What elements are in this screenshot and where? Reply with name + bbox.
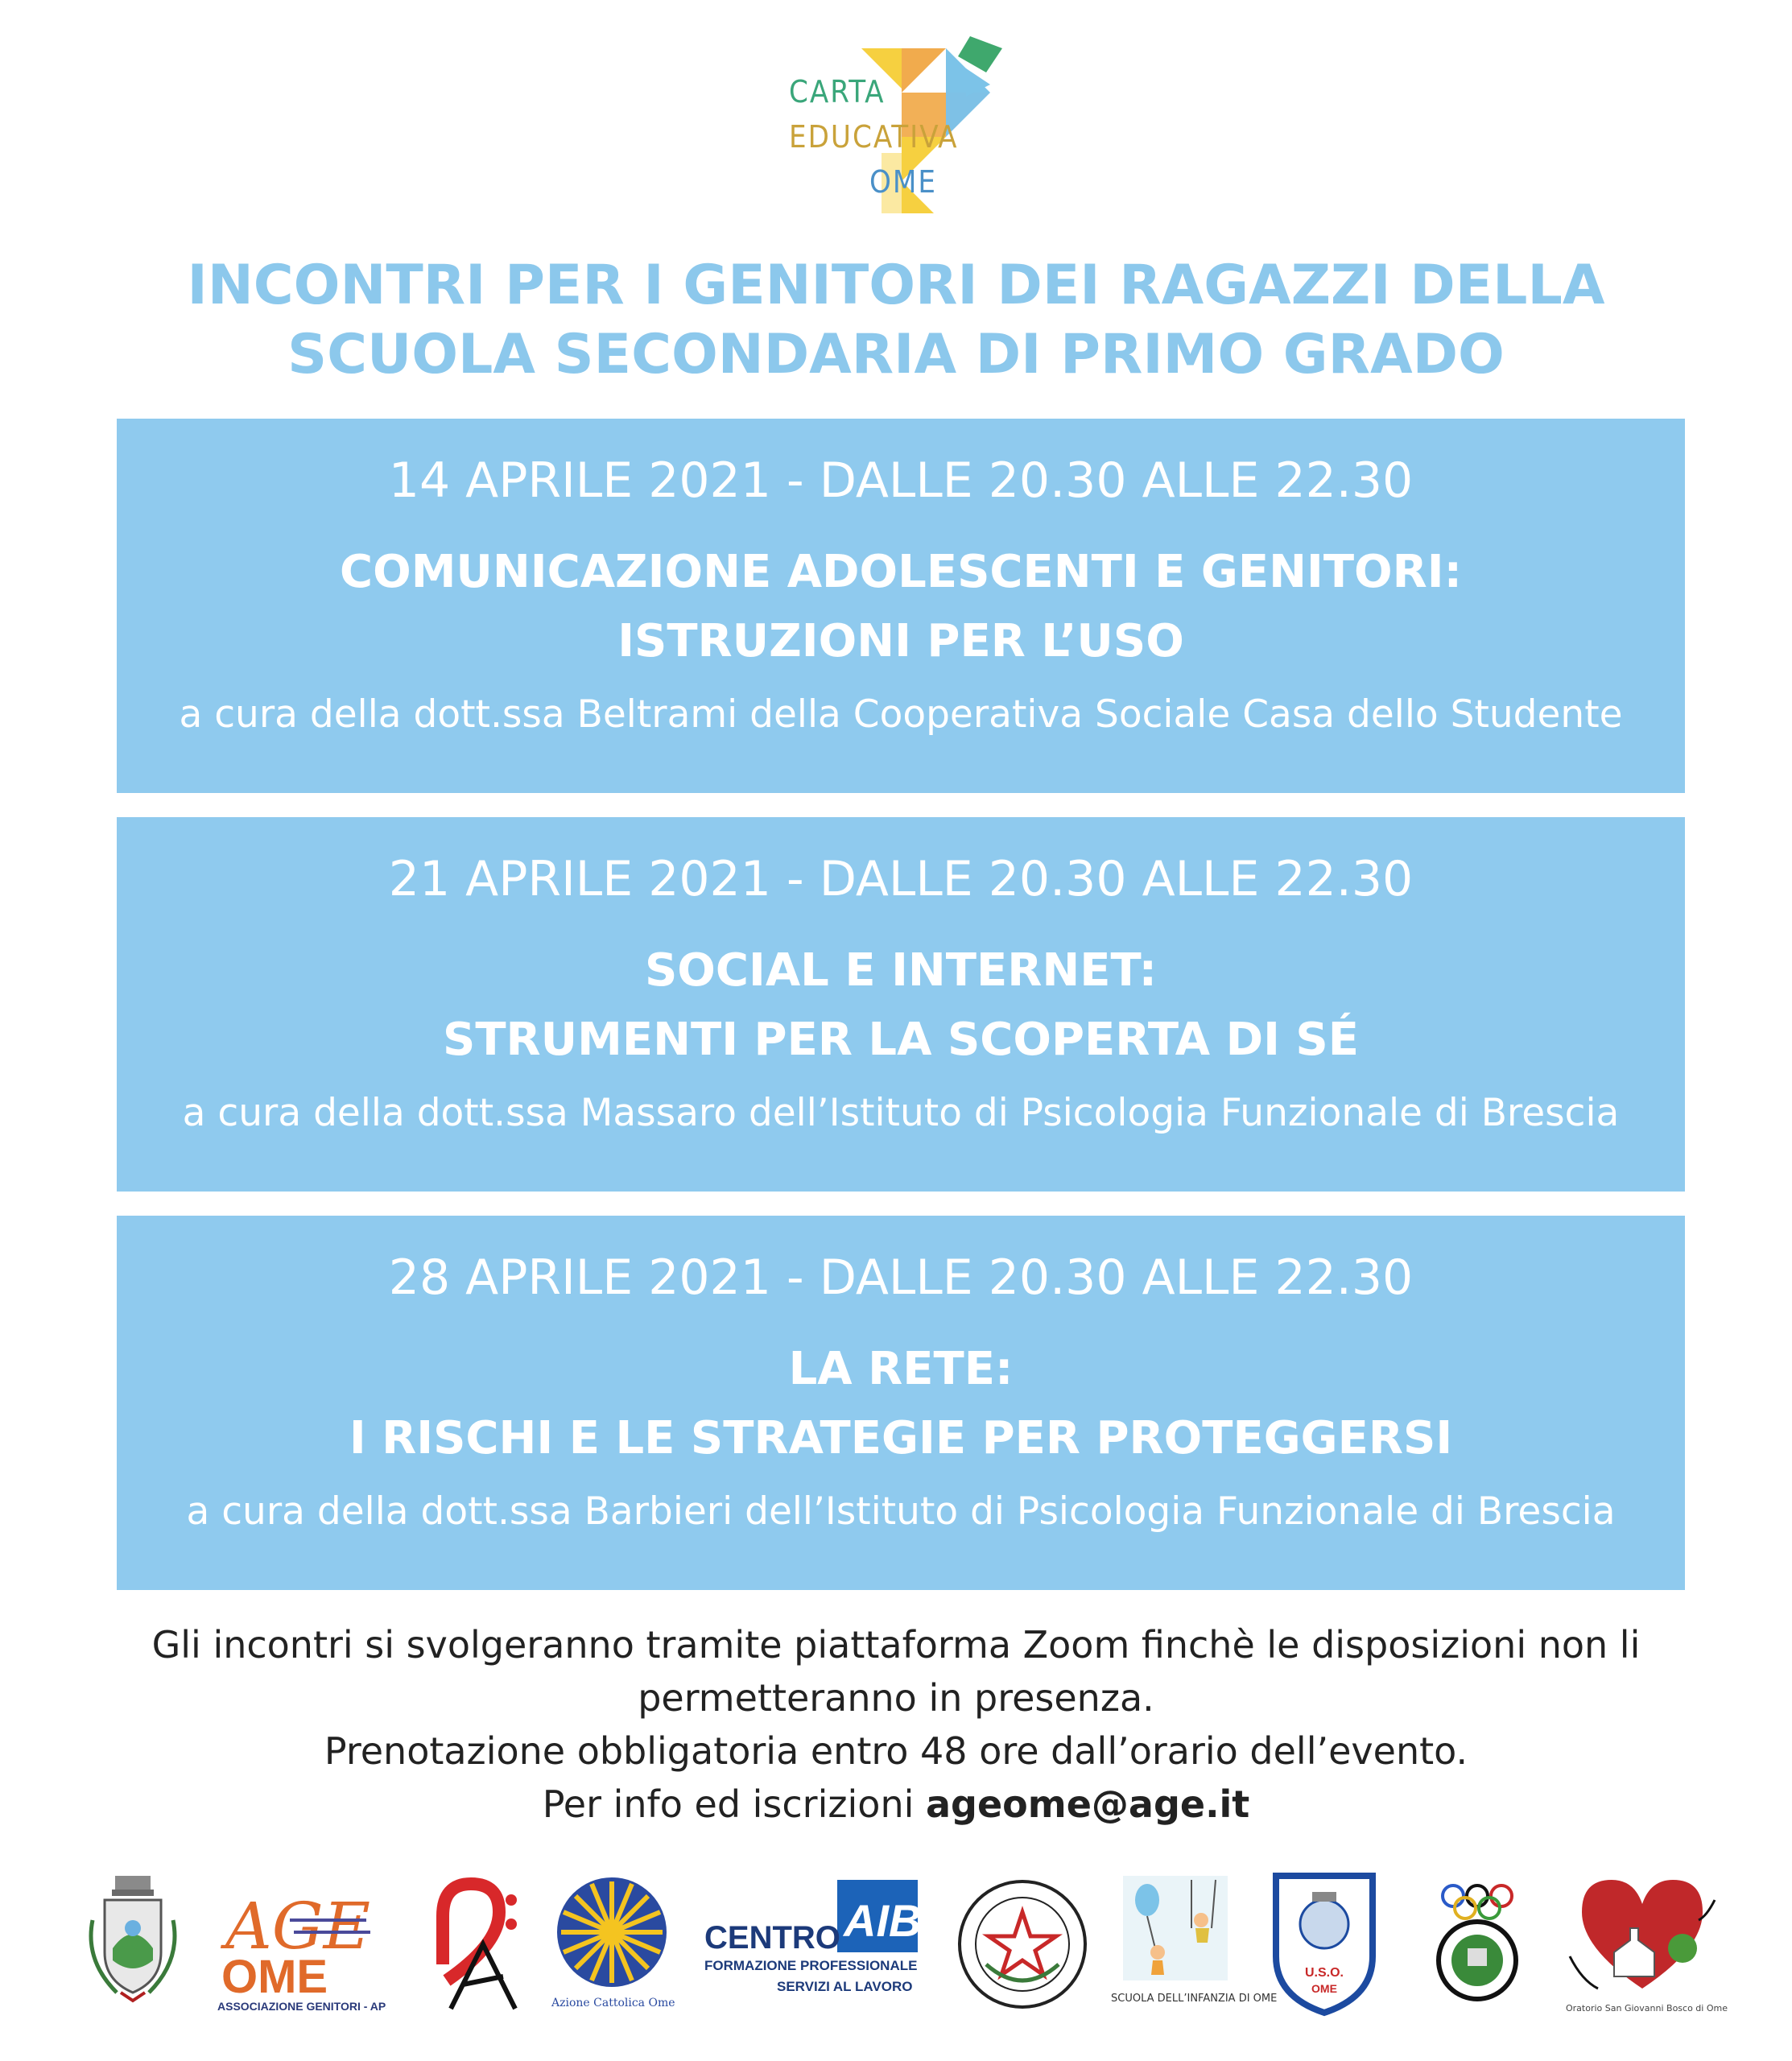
aib-badge-text: AIB — [844, 1895, 922, 1946]
bass-clef-logo-icon — [419, 1868, 523, 2013]
ome-logo-text: OME — [221, 1951, 328, 2003]
page-title — [0, 251, 1792, 390]
scuola-infanzia-caption: SCUOLA DELL’INFANZIA DI OME — [1111, 1993, 1278, 2005]
age-caption: ASSOCIAZIONE GENITORI - APS — [217, 2000, 386, 2013]
event-card-3 — [117, 1216, 1685, 1590]
istituto-comprensivo-seal-icon — [954, 1876, 1091, 2013]
logo-line-carta: CARTA — [789, 74, 886, 109]
info-footer — [0, 1618, 1792, 1831]
event-title-line-1: LA RETE: — [788, 1343, 1014, 1395]
footer-line-3: Prenotazione obbligatoria entro 48 ore dall’orario dell’evento. — [324, 1729, 1468, 1773]
age-ome-logo — [213, 1872, 386, 2013]
event-title-line-2: STRUMENTI PER LA SCOPERTA DI SÉ — [443, 1014, 1359, 1066]
footer-line-1: Gli incontri si svolgeranno tramite piattaforma Zoom finchè le disposizioni non li — [151, 1623, 1641, 1667]
event-date: 14 APRILE 2021 - DALLE 20.30 ALLE 22.30 — [388, 452, 1414, 509]
azione-cattolica-caption: Azione Cattolica Ome — [551, 1997, 675, 2009]
uso-text: U.S.O. — [1304, 1966, 1344, 1980]
azione-cattolica-logo — [551, 1872, 675, 2017]
sports-club-crest-icon — [1421, 1872, 1534, 2009]
azione-cattolica-icon — [551, 1872, 672, 1993]
centro-line-1: FORMAZIONE PROFESSIONALE — [704, 1958, 918, 1973]
event-title-line-2: I RISCHI E LE STRATEGIE PER PROTEGGERSI — [349, 1412, 1453, 1464]
event-curator: a cura della dott.ssa Barbieri dell’Istituto di Psicologia Funzionale di Brescia — [186, 1489, 1616, 1534]
centro-text: CENTRO — [704, 1920, 840, 1956]
event-date: 21 APRILE 2021 - DALLE 20.30 ALLE 22.30 — [388, 851, 1414, 907]
event-title-line-1: SOCIAL E INTERNET: — [644, 944, 1158, 997]
event-title-line-2: ISTRUZIONI PER L’USO — [617, 615, 1184, 667]
children-playing-icon — [1111, 1872, 1240, 1985]
event-date: 28 APRILE 2021 - DALLE 20.30 ALLE 22.30 — [388, 1249, 1414, 1306]
centro-aib-logo — [700, 1880, 922, 2001]
footer-line-4 — [0, 1778, 1792, 1831]
event-card-1 — [117, 419, 1685, 793]
info-prefix: Per info ed iscrizioni — [542, 1782, 926, 1826]
title-line-1: INCONTRI PER I GENITORI DEI RAGAZZI DELLA — [187, 254, 1605, 317]
uso-ome-shield-logo — [1268, 1868, 1381, 2017]
logo-line-ome: OME — [869, 164, 938, 200]
oratorio-heart-icon — [1566, 1868, 1719, 2001]
event-curator: a cura della dott.ssa Beltrami della Cooperativa Sociale Casa dello Studente — [179, 692, 1623, 737]
oratorio-caption: Oratorio San Giovanni Bosco di Ome — [1566, 2003, 1728, 2014]
event-card-2 — [117, 817, 1685, 1192]
uso-ome-text: OME — [1311, 1982, 1337, 1995]
event-curator: a cura della dott.ssa Massaro dell’Istituto di Psicologia Funzionale di Brescia — [182, 1091, 1620, 1135]
oratorio-logo — [1566, 1868, 1728, 2021]
title-line-2: SCUOLA SECONDARIA DI PRIMO GRADO — [287, 323, 1505, 386]
event-title-line-1: COMUNICAZIONE ADOLESCENTI E GENITORI: — [340, 546, 1462, 598]
age-logo-text: AGE — [225, 1889, 371, 1964]
scuola-infanzia-logo — [1111, 1872, 1278, 2017]
logo-line-educativa: EDUCATIVA — [789, 119, 959, 155]
carta-educativa-logo — [773, 32, 1030, 217]
email-link[interactable]: ageome@age.it — [926, 1782, 1250, 1826]
centro-line-2: SERVIZI AL LAVORO — [777, 1979, 913, 1994]
comune-ome-crest-icon — [76, 1872, 189, 2009]
footer-line-2: permetteranno in presenza. — [638, 1676, 1154, 1720]
